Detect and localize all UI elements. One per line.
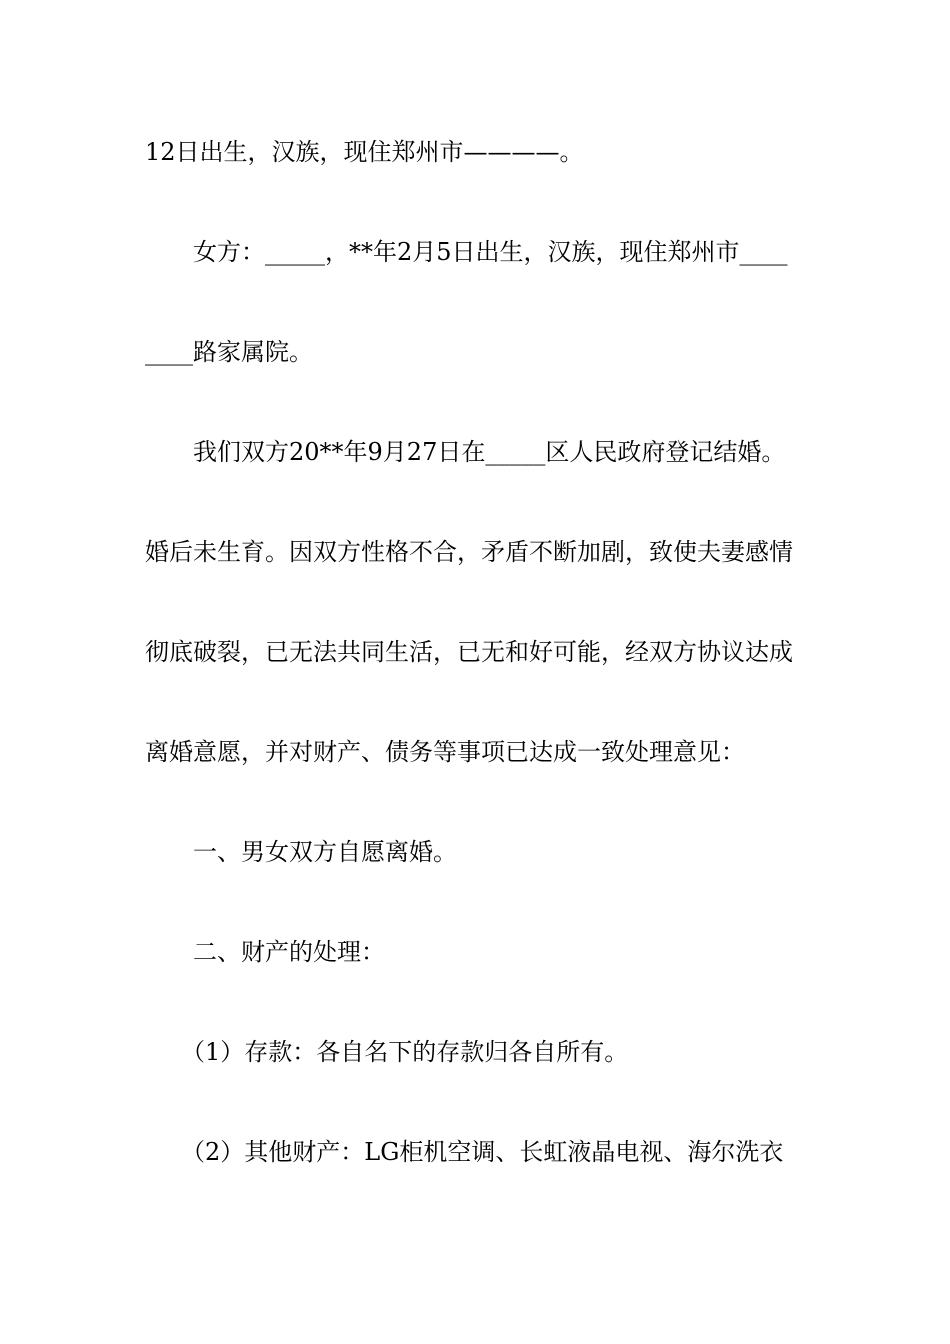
text-line-3: ____路家属院。 — [145, 338, 313, 366]
text-line-5: 婚后未生育。因双方性格不合，矛盾不断加剧，致使夫妻感情 — [145, 538, 793, 566]
text-line-2: 女方：_____，**年2月5日出生，汉族，现住郑州市____ — [193, 238, 788, 266]
text-line-10: （1）存款：各自名下的存款归各自所有。 — [181, 1038, 629, 1066]
text-line-11: （2）其他财产：LG柜机空调、长虹液晶电视、海尔洗衣 — [181, 1138, 784, 1166]
text-line-8: 一、男女双方自愿离婚。 — [193, 838, 457, 866]
text-line-1: 12日出生，汉族，现住郑州市————。 — [145, 138, 584, 166]
text-line-6: 彻底破裂，已无法共同生活，已无和好可能，经双方协议达成 — [145, 638, 793, 666]
text-line-9: 二、财产的处理： — [193, 938, 385, 966]
text-line-7: 离婚意愿，并对财产、债务等事项已达成一致处理意见： — [145, 738, 745, 766]
text-line-4: 我们双方20**年9月27日在_____区人民政府登记结婚。 — [193, 438, 786, 466]
